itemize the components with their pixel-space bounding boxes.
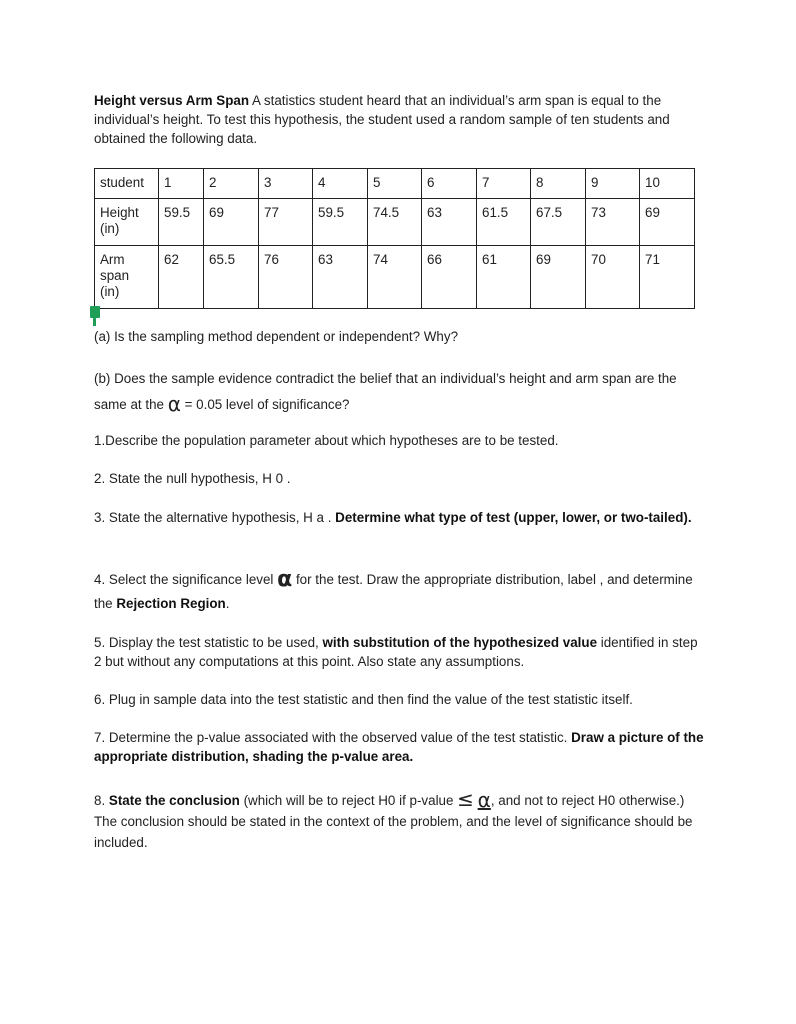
table-cell: 69 bbox=[204, 199, 259, 246]
table-cell: 74.5 bbox=[368, 199, 422, 246]
table-cell: 4 bbox=[313, 169, 368, 199]
step-5-bold: with substitution of the hypothesized value bbox=[322, 635, 598, 650]
step-1: 1.Describe the population parameter about which hypotheses are to be tested. bbox=[94, 433, 559, 448]
table-cell: 9 bbox=[586, 169, 640, 199]
table-cell: 61 bbox=[477, 246, 531, 309]
table-cell: 74 bbox=[368, 246, 422, 309]
alpha-symbol: α bbox=[277, 567, 293, 592]
table-cell: 73 bbox=[586, 199, 640, 246]
table-cell: 2 bbox=[204, 169, 259, 199]
step-8-text: , and not to reject H0 otherwise.) The conclusion should be stated in the context of the problem, and the level of significance should be included. bbox=[94, 793, 693, 850]
table-cell: 62 bbox=[159, 246, 204, 309]
part-b-text: = 0.05 level of significance? bbox=[180, 397, 350, 412]
table-cell: 76 bbox=[259, 246, 313, 309]
step-7 bbox=[94, 728, 706, 766]
step-5 bbox=[94, 633, 706, 671]
step-4-text: 4. Select the significance level bbox=[94, 572, 278, 587]
table-cell: 61.5 bbox=[477, 199, 531, 246]
table-cell: 69 bbox=[640, 199, 695, 246]
table-cell: 59.5 bbox=[159, 199, 204, 246]
table-cell: 65.5 bbox=[204, 246, 259, 309]
table-row bbox=[95, 169, 695, 199]
step-8 bbox=[94, 787, 706, 853]
table-cell: 63 bbox=[313, 246, 368, 309]
table-cell: 63 bbox=[422, 199, 477, 246]
step-4 bbox=[94, 568, 706, 616]
table-cell: 3 bbox=[259, 169, 313, 199]
step-4-text: . bbox=[225, 596, 230, 611]
table-cell: 8 bbox=[531, 169, 586, 199]
table-cell: 77 bbox=[259, 199, 313, 246]
data-table bbox=[94, 168, 695, 309]
alpha-symbol: α bbox=[477, 788, 491, 812]
table-cell: 7 bbox=[477, 169, 531, 199]
intro-text: A statistics student heard that an individual’s arm span is equal to the individual’s height. To test this hypothesis, the student used a random sample of ten students and obtained the following data. bbox=[94, 93, 670, 146]
step-4-bold: Rejection Region bbox=[116, 596, 226, 611]
step-6: 6. Plug in sample data into the test statistic and then find the value of the test statistic itself. bbox=[94, 692, 633, 707]
step-3-text: 3. State the alternative hypothesis, H a . bbox=[94, 510, 336, 525]
part-b-question bbox=[94, 366, 706, 418]
less-equal-symbol: ≤ bbox=[457, 787, 474, 811]
intro-title: Height versus Arm Span bbox=[94, 93, 250, 108]
step-8-text: 8. bbox=[94, 793, 109, 808]
table-cell: 70 bbox=[586, 246, 640, 309]
intro-paragraph bbox=[94, 91, 706, 148]
step-3 bbox=[94, 508, 706, 527]
alpha-symbol: α bbox=[167, 392, 181, 416]
step-8-text: (which will be to reject H0 if p-value bbox=[239, 793, 458, 808]
table-row-label: Height (in) bbox=[95, 199, 159, 246]
table-row-label: Arm span (in) bbox=[95, 246, 159, 309]
step-3-bold: Determine what type of test (upper, lower, or two-tailed). bbox=[335, 510, 692, 525]
step-7-bold: Draw a picture of the appropriate distribution, shading the p-value area. bbox=[94, 730, 704, 764]
text-cursor-handle[interactable] bbox=[90, 306, 100, 326]
part-a-question: (a) Is the sampling method dependent or independent? Why? bbox=[94, 329, 459, 344]
table-cell: 1 bbox=[159, 169, 204, 199]
table-row bbox=[95, 199, 695, 246]
step-5-text: identified in step 2 but without any computations at this point. Also state any assumptions. bbox=[94, 635, 698, 669]
table-cell: 59.5 bbox=[313, 199, 368, 246]
table-cell: 66 bbox=[422, 246, 477, 309]
table-cell: 10 bbox=[640, 169, 695, 199]
table-cell: 6 bbox=[422, 169, 477, 199]
cursor-stem bbox=[93, 316, 96, 326]
part-b-text: (b) Does the sample evidence contradict the belief that an individual’s height and arm span are the same at the bbox=[94, 371, 677, 412]
table-cell: 67.5 bbox=[531, 199, 586, 246]
step-5-text: 5. Display the test statistic to be used, bbox=[94, 635, 323, 650]
step-4-text: for the test. Draw the appropriate distribution, label , and determine the bbox=[94, 572, 693, 611]
step-8-bold: State the conclusion bbox=[108, 793, 240, 808]
step-7-text: 7. Determine the p-value associated with the observed value of the test statistic. bbox=[94, 730, 572, 745]
table-row-label: student bbox=[95, 169, 159, 199]
table-cell: 5 bbox=[368, 169, 422, 199]
table-cell: 71 bbox=[640, 246, 695, 309]
table-cell: 69 bbox=[531, 246, 586, 309]
step-2: 2. State the null hypothesis, H 0 . bbox=[94, 471, 291, 486]
table-row bbox=[95, 246, 695, 309]
